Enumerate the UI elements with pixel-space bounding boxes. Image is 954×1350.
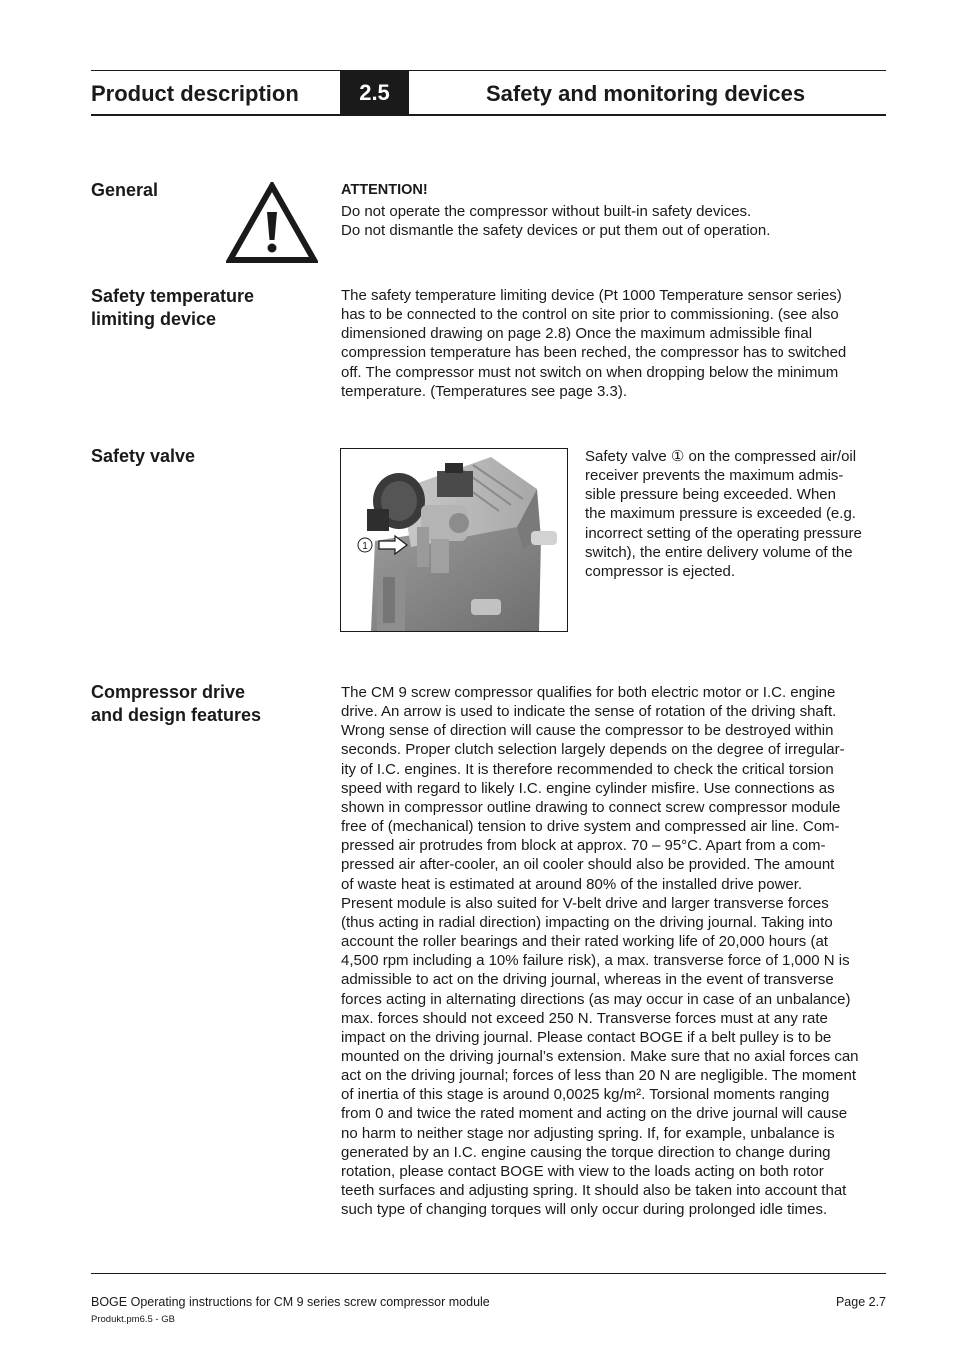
paragraph-line: seconds. Proper clutch selection largely depends on the degree of irregular- (341, 741, 845, 759)
paragraph-line: temperature. (Temperatures see page 3.3). (341, 382, 627, 400)
attention-label: ATTENTION! (341, 182, 428, 198)
footer-document-title: BOGE Operating instructions for CM 9 series screw compressor module (91, 1295, 490, 1309)
header-bottom-rule (91, 114, 886, 116)
paragraph-line: shown in compressor outline drawing to connect screw compressor module (341, 798, 841, 816)
section-number-badge: 2.5 (340, 71, 409, 115)
paragraph-line: Wrong sense of direction will cause the compressor to be destroyed within (341, 722, 834, 740)
paragraph-line: incorrect setting of the operating pressure (585, 524, 862, 542)
paragraph-line: rotation, please contact BOGE with view to the loads acting on both rotor (341, 1162, 824, 1180)
paragraph-line: of waste heat is estimated at around 80% of the installed drive power. (341, 875, 803, 893)
header-right-title: Safety and monitoring devices (486, 81, 806, 106)
paragraph-line: compressor is ejected. (585, 562, 736, 580)
header-left-title: Product description (91, 81, 299, 106)
paragraph-line: switch), the entire delivery volume of the (585, 543, 853, 561)
paragraph-line: The safety temperature limiting device (Pt 1000 Temperature sensor series) (341, 287, 842, 304)
paragraph-line: such type of changing torques will only occur during prolonged idle times. (341, 1201, 828, 1219)
paragraph-line: free of (mechanical) tension to drive system and compressed air line. Com- (341, 818, 840, 836)
header-top-rule (91, 70, 886, 71)
paragraph-line: Safety valve ① on the compressed air/oil (585, 448, 857, 465)
general-heading: General (91, 180, 159, 200)
paragraph-line: receiver prevents the maximum admis- (585, 467, 844, 485)
paragraph-line: sible pressure being exceeded. When (585, 486, 836, 504)
paragraph-line: from 0 and twice the rated moment and acting on the drive journal will cause (341, 1105, 848, 1123)
paragraph-line: generated by an I.C. engine causing the torque direction to change during (341, 1143, 831, 1161)
attention-line: Do not operate the compressor without built-in safety devices. (341, 203, 752, 220)
paragraph-line: ity of I.C. engines. It is therefore recommended to check the critical torsion (341, 760, 834, 778)
paragraph-line: off. The compressor must not switch on when dropping below the minimum (341, 363, 839, 381)
paragraph-line: account the roller bearings and their rated working life of 20,000 hours (at (341, 933, 828, 951)
attention-text (341, 202, 770, 240)
paragraph-line: admissible to act on the driving journal, whereas in the event of transverse (341, 971, 834, 989)
temp-device-paragraph (341, 286, 846, 401)
paragraph-line: pressed air after-cooler, an oil cooler should also be provided. The amount (341, 856, 835, 874)
footer-rule (91, 1273, 886, 1274)
paragraph-line: no harm to neither stage nor adjusting spring. If, for example, unbalance is (341, 1124, 835, 1142)
paragraph-line: mounted on the driving journal’s extension. Make sure that no axial forces can (341, 1047, 859, 1065)
paragraph-line: forces acting in alternating directions (as may occur in case of an unbalance) (341, 990, 851, 1008)
paragraph-line: speed with regard to likely I.C. engine cylinder misfire. Use connections as (341, 779, 835, 797)
paragraph-line: impact on the driving journal. Please contact BOGE if a belt pulley is to be (341, 1028, 832, 1046)
safety-valve-photo (340, 448, 568, 632)
safety-valve-paragraph (585, 447, 862, 581)
paragraph-line: The CM 9 screw compressor qualifies for both electric motor or I.C. engine (341, 684, 836, 701)
paragraph-line: compression temperature has been reched, the compressor has to switched (341, 344, 847, 362)
paragraph-line: Present module is also suited for V-belt drive and larger transverse forces (341, 894, 829, 912)
paragraph-line: the maximum pressure is exceeded (e.g. (585, 505, 856, 523)
paragraph-line: teeth surfaces and adjusting spring. It should also be taken into account that (341, 1182, 847, 1200)
paragraph-line: has to be connected to the control on site prior to commissioning. (see also (341, 306, 839, 324)
paragraph-line: of inertia of this stage is around 0,0025 kg/m². Torsional moments ranging (341, 1086, 830, 1104)
drive-paragraph (341, 683, 859, 1219)
paragraph-line: 4,500 rpm including a 10% failure risk), a max. transverse force of 1,000 N is (341, 952, 850, 970)
footer-page-number: Page 2.7 (835, 1295, 886, 1309)
attention-line: Do not dismantle the safety devices or put them out of operation. (341, 222, 771, 240)
temp-device-heading: Safety temperature limiting device (91, 286, 255, 329)
paragraph-line: max. forces should not exceed 250 N. Transverse forces must at any rate (341, 1009, 828, 1027)
paragraph-line: drive. An arrow is used to indicate the sense of rotation of the driving shaft. (341, 703, 837, 721)
warning-triangle-icon (226, 182, 318, 264)
paragraph-line: dimensioned drawing on page 2.8) Once the maximum admissible final (341, 325, 813, 343)
paragraph-line: pressed air protrudes from block at approx. 70 – 95°C. Apart from a com- (341, 837, 826, 855)
photo-marker: 1 (362, 541, 368, 552)
footer-file-reference: Produkt.pm6.5 - GB (91, 1314, 175, 1325)
safety-valve-heading: Safety valve (91, 446, 196, 466)
drive-heading: Compressor drive and design features (91, 682, 262, 725)
paragraph-line: act on the driving journal; forces of less than 20 N are negligible. The moment (341, 1067, 857, 1085)
paragraph-line: (thus acting in radial direction) impacting on the driving journal. Taking into (341, 913, 833, 931)
